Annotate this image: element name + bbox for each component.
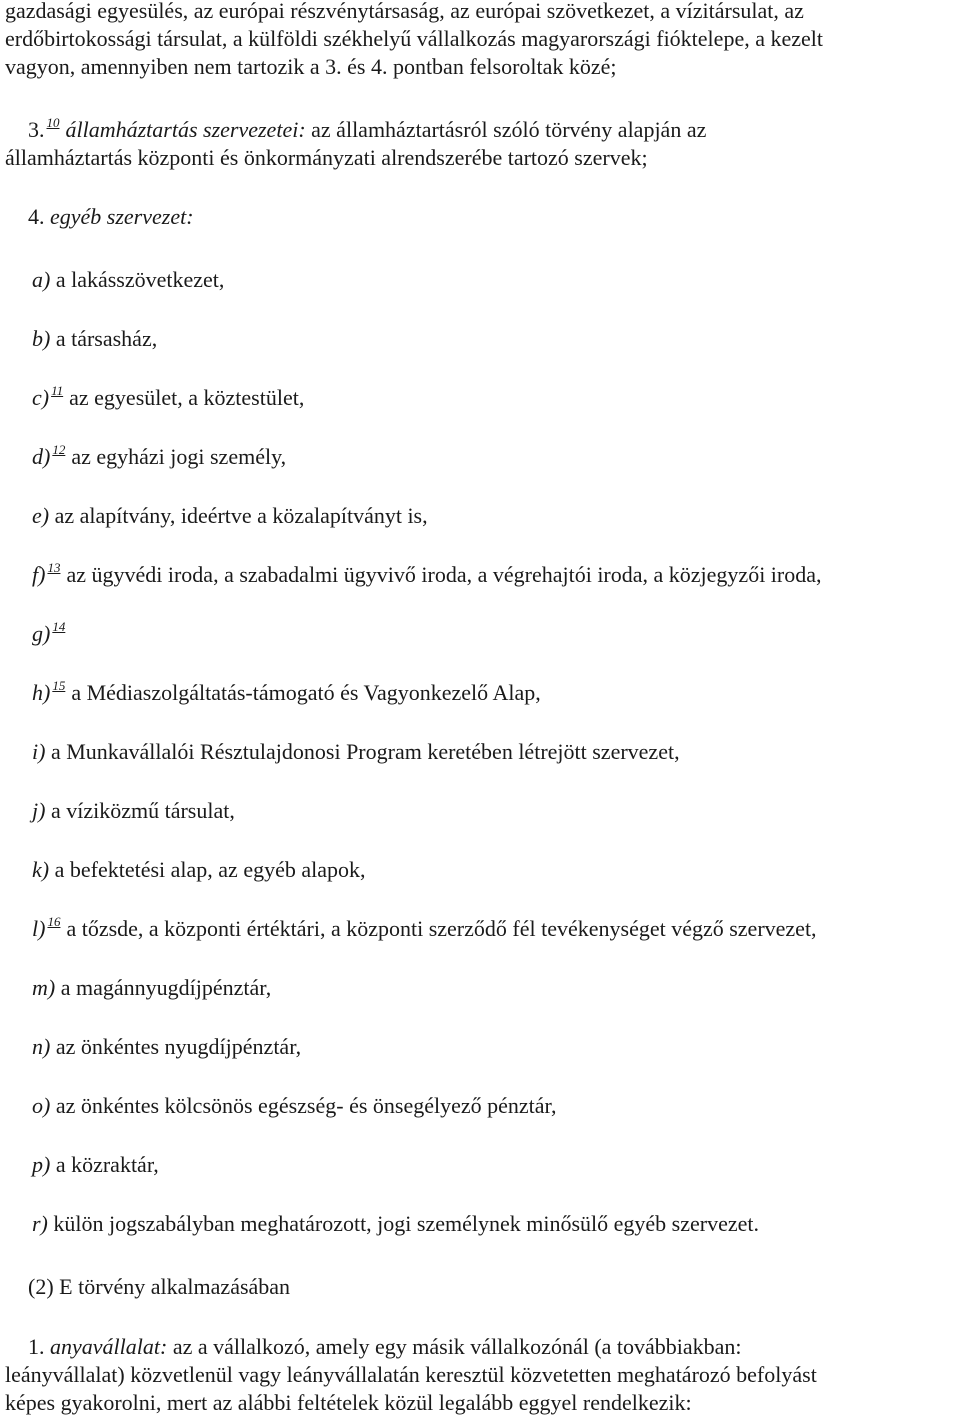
list-item <box>5 1151 950 1179</box>
point-number: 1. <box>28 1334 45 1359</box>
item-letter: o) <box>32 1093 51 1118</box>
footnote-ref[interactable]: 12 <box>52 442 66 457</box>
intro-paragraph <box>5 0 950 81</box>
item-letter: c) <box>32 385 50 410</box>
point-3 <box>5 116 950 172</box>
footnote-ref[interactable]: 11 <box>51 383 64 398</box>
list-item <box>5 443 950 471</box>
item-letter: j) <box>32 798 46 823</box>
list-item <box>5 620 950 648</box>
term: egyéb szervezet: <box>50 204 194 229</box>
point-1 <box>5 1333 950 1417</box>
point-text-line: képes gyakorolni, mert az alábbi feltételek közül legalább eggyel rendelkezik: <box>5 1390 692 1415</box>
item-letter: a) <box>32 267 51 292</box>
point-number: 3. <box>28 117 45 142</box>
item-text: az önkéntes nyugdíjpénztár, <box>55 1034 302 1059</box>
item-letter: f) <box>32 562 46 587</box>
point-text: az a vállalkozó, amely egy másik vállalkozónál (a továbbiakban: <box>172 1334 742 1359</box>
list-item <box>5 561 950 589</box>
item-letter: e) <box>32 503 50 528</box>
footnote-ref[interactable]: 13 <box>47 560 61 575</box>
list-item <box>5 915 950 943</box>
item-text: az önkéntes kölcsönös egészség- és önsegélyező pénztár, <box>55 1093 557 1118</box>
footnote-ref[interactable]: 16 <box>47 914 61 929</box>
item-letter: k) <box>32 857 50 882</box>
item-letter: r) <box>32 1211 48 1236</box>
intro-line: erdőbirtokossági társulat, a külföldi székhelyű vállalkozás magyarországi fióktelepe, a kezelt <box>5 26 823 51</box>
point-text-line: államháztartás központi és önkormányzati alrendszerébe tartozó szervek; <box>5 145 648 170</box>
item-letter: h) <box>32 680 51 705</box>
point-number: 4. <box>28 204 45 229</box>
item-text: a befektetési alap, az egyéb alapok, <box>54 857 366 882</box>
list-item <box>5 856 950 884</box>
list-item <box>5 1033 950 1061</box>
item-text: a társasház, <box>55 326 158 351</box>
list-item <box>5 266 950 294</box>
item-text: a lakásszövetkezet, <box>55 267 225 292</box>
item-text: a közraktár, <box>55 1152 159 1177</box>
intro-line: vagyon, amennyiben nem tartozik a 3. és 4. pontban felsoroltak közé; <box>5 54 617 79</box>
point-4 <box>5 203 950 231</box>
point-text-line: leányvállalat) közvetlenül vagy leányvállalatán keresztül közvetetten meghatározó befolyást <box>5 1362 817 1387</box>
list-item <box>5 384 950 412</box>
term: államháztartás szervezetei: <box>65 117 306 142</box>
item-text: az ügyvédi iroda, a szabadalmi ügyvivő iroda, a végrehajtói iroda, a közjegyzői iroda, <box>66 562 822 587</box>
list-item <box>5 502 950 530</box>
item-letter: m) <box>32 975 56 1000</box>
item-text: az egyesület, a köztestület, <box>69 385 305 410</box>
item-text: a víziközmű társulat, <box>50 798 235 823</box>
item-letter: l) <box>32 916 46 941</box>
item-letter: n) <box>32 1034 51 1059</box>
list-item <box>5 679 950 707</box>
section-2: (2) E törvény alkalmazásában <box>28 1274 291 1299</box>
list-item <box>5 1210 950 1238</box>
item-letter: i) <box>32 739 46 764</box>
item-letter: d) <box>32 444 51 469</box>
item-text: a tőzsde, a központi értéktári, a központi szerződő fél tevékenységet végző szervezet, <box>66 916 817 941</box>
item-text: a Médiaszolgáltatás-támogató és Vagyonkezelő Alap, <box>71 680 541 705</box>
item-text: a magánnyugdíjpénztár, <box>60 975 272 1000</box>
point-text: az államháztartásról szóló törvény alapján az <box>311 117 707 142</box>
list-item <box>5 738 950 766</box>
item-text: a Munkavállalói Résztulajdonosi Program keretében létrejött szervezet, <box>50 739 680 764</box>
item-text: külön jogszabályban meghatározott, jogi személynek minősülő egyéb szervezet. <box>53 1211 760 1236</box>
footnote-ref[interactable]: 14 <box>52 619 66 634</box>
item-letter: g) <box>32 621 51 646</box>
term: anyavállalat: <box>50 1334 168 1359</box>
list-item <box>5 797 950 825</box>
item-letter: b) <box>32 326 51 351</box>
list-item <box>5 1092 950 1120</box>
list-item <box>5 974 950 1002</box>
footnote-ref[interactable]: 15 <box>52 678 66 693</box>
item-letter: p) <box>32 1152 51 1177</box>
item-text: az alapítvány, ideértve a közalapítványt is, <box>54 503 428 528</box>
list-item <box>5 325 950 353</box>
footnote-ref[interactable]: 10 <box>46 115 60 130</box>
intro-line: gazdasági egyesülés, az európai részvénytársaság, az európai szövetkezet, a vízitársulat, az <box>5 0 804 23</box>
item-text: az egyházi jogi személy, <box>71 444 287 469</box>
